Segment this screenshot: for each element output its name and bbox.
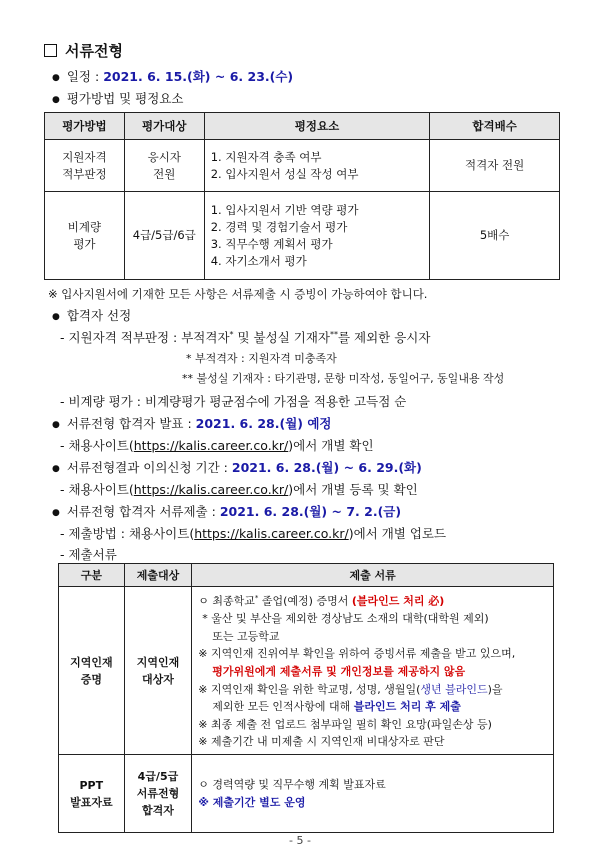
table-row: PPT 발표자료 4급/5급 서류전형 합격자 ㅇ 경력역량 및 직무수행 계획 발표자료 ※ 제출기간 별도 운영 xyxy=(59,755,554,833)
header-category: 구분 xyxy=(59,564,125,587)
submission-method: - 제출방법 : 채용사이트(https://kalis.career.co.kr/)에서 개별 업로드 xyxy=(60,526,447,541)
table-row: 비계량 평가 4급/5급/6급 1. 입사지원서 기반 역량 평가 2. 경력 및 경험기술서 평가 3. 직무수행 계획서 평가 4. 자기소개서 평가 5배수 xyxy=(45,192,560,280)
objection-sub: - 채용사이트(https://kalis.career.co.kr/)에서 개별 등록 및 확인 xyxy=(60,482,418,497)
career-site-link[interactable]: https://kalis.career.co.kr/ xyxy=(194,526,349,541)
career-site-link[interactable]: https://kalis.career.co.kr/ xyxy=(133,438,289,453)
evaluation-table xyxy=(44,112,560,280)
table-row: 지원자격 적부판정 응시자 전원 1. 지원자격 충족 여부 2. 입사지원서 성실 작성 여부 적격자 전원 xyxy=(45,140,560,192)
header-elements: 평정요소 xyxy=(204,113,430,140)
header-method: 평가방법 xyxy=(45,113,125,140)
header-multiple: 합격배수 xyxy=(430,113,560,140)
submission-line: ● 서류전형 합격자 서류제출 : 2021. 6. 28.(월) ~ 7. 2.(금) xyxy=(52,502,401,520)
announce-sub: - 채용사이트(https://kalis.career.co.kr/)에서 개별 확인 xyxy=(60,438,374,453)
header-documents: 제출 서류 xyxy=(192,564,554,587)
header-target: 제출대상 xyxy=(124,564,192,587)
page-number: - 5 - xyxy=(289,834,311,847)
selection-note-b: ** 불성실 기재자 : 타기관명, 문항 미작성, 동일어구, 동일내용 작성 xyxy=(182,372,505,385)
note-evidence: ※ 입사지원서에 기재한 모든 사항은 서류제출 시 증빙이 가능하여야 합니다. xyxy=(48,287,428,301)
selection-heading: ● 합격자 선정 xyxy=(52,306,131,324)
header-target: 평가대상 xyxy=(124,113,204,140)
selection-line2: - 비계량 평가 : 비계량평가 평균점수에 가점을 적용한 고득점 순 xyxy=(60,394,407,409)
career-site-link[interactable]: https://kalis.career.co.kr/ xyxy=(133,482,289,497)
objection-line: ● 서류전형결과 이의신청 기간 : 2021. 6. 28.(월) ~ 6. 29.(화) xyxy=(52,458,422,476)
selection-note-a: * 부적격자 : 지원자격 미충족자 xyxy=(186,352,337,365)
documents-table xyxy=(58,563,554,833)
schedule-line: ● 일정 : 2021. 6. 15.(화) ~ 6. 23.(수) xyxy=(52,67,293,85)
checkbox-square-icon xyxy=(44,44,57,57)
section-title: 서류전형 xyxy=(44,40,123,61)
selection-line1: - 지원자격 적부판정 : 부적격자* 및 불성실 기재자**를 제외한 응시자 xyxy=(60,329,431,345)
table-row: 지역인재 증명 지역인재 대상자 ㅇ 최종학교* 졸업(예정) 증명서 (블라인드 처리 必) * 울산 및 부산을 제외한 경상남도 소재의 대학(대학원 제외) 또는 고등학교 ※ 지역인재 진위여부 확인을 위하여 증빙서류 제출을 받고 있으며, 평가위원에게 제출서류 및 개인정보를 제공하지 않음 ※ 지역인재 확인을 위한 학교명, 성명, 생월일(생년 블라인드)을 제외한 모든 인적사항에 대해 블라인드 처리 후 제출 ※ 최종 제출 전 업로드 첨부파일 필히 확인 요망(파일손상 등) ※ 제출기간 내 미제출 시 지역인재 비대상자로 판단 xyxy=(59,587,554,755)
evaluation-heading: ● 평가방법 및 평정요소 xyxy=(52,89,183,107)
announce-line: ● 서류전형 합격자 발표 : 2021. 6. 28.(월) 예정 xyxy=(52,414,332,432)
submission-docs: - 제출서류 xyxy=(60,547,117,562)
